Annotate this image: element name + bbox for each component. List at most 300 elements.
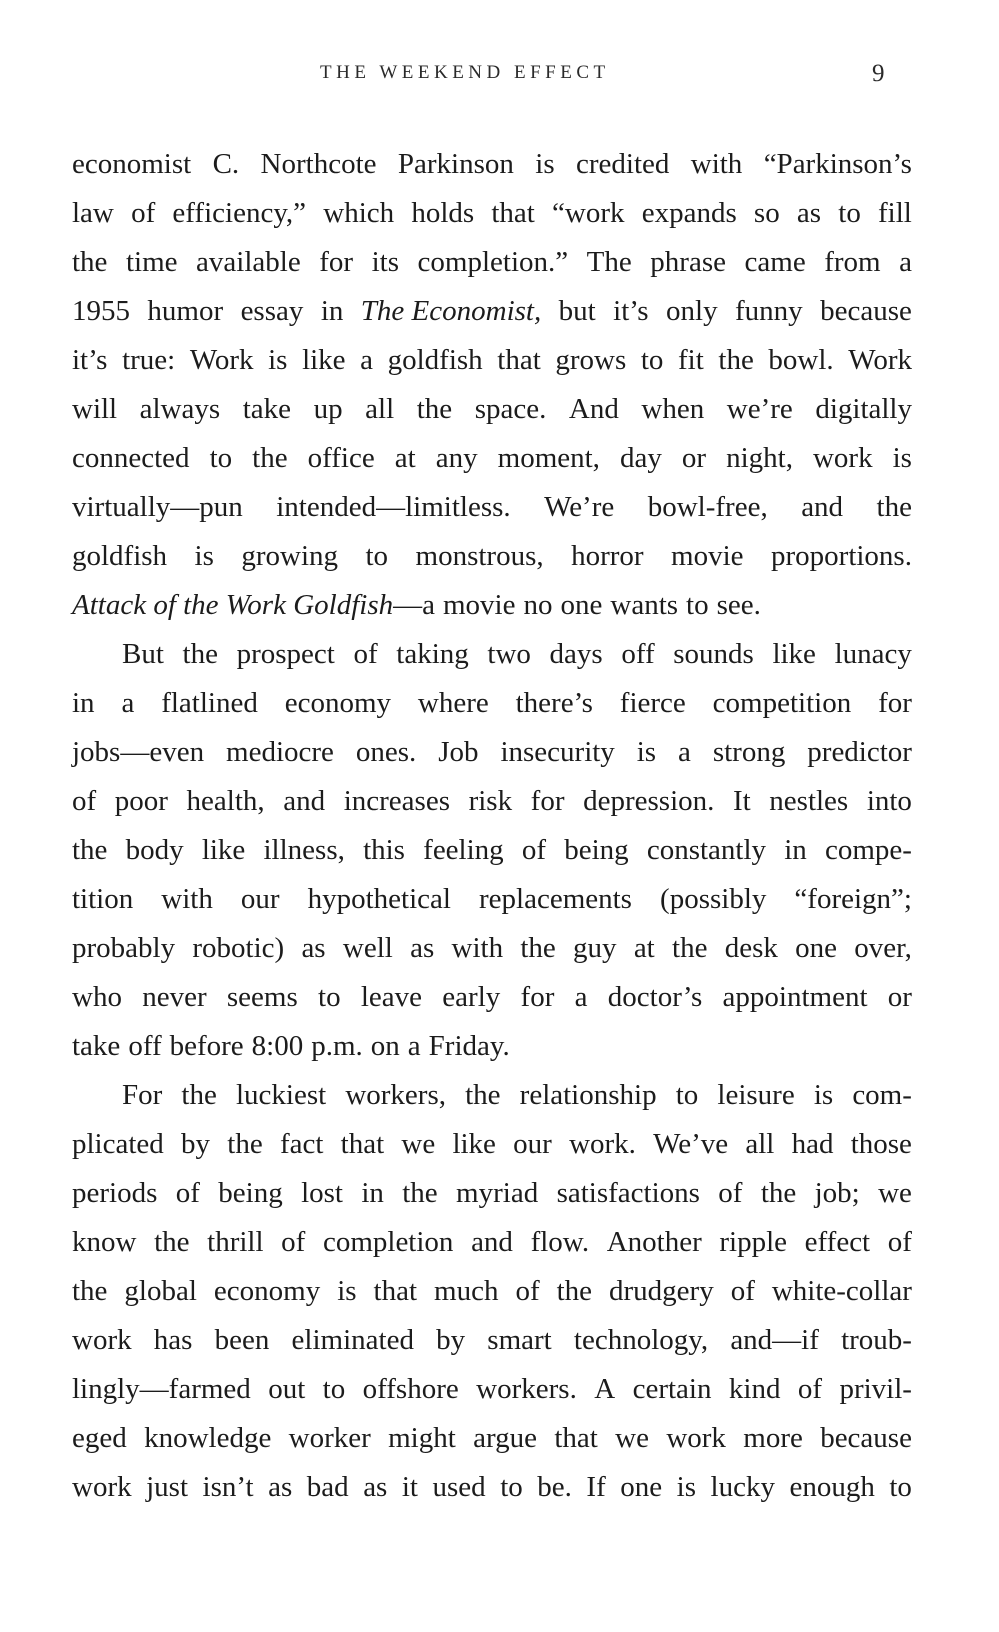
word: the <box>556 1275 593 1307</box>
word: of <box>887 1226 912 1258</box>
word: the <box>72 246 108 278</box>
word: jobs—even <box>72 736 205 768</box>
word: completion <box>322 1226 454 1258</box>
word: those <box>850 1128 912 1160</box>
word: as <box>301 932 326 964</box>
word: appointment <box>722 981 868 1013</box>
word: satisfactions <box>556 1177 700 1209</box>
word: the <box>718 344 754 376</box>
word: robotic) <box>192 932 285 964</box>
word: funny <box>735 295 803 327</box>
word: is <box>535 148 555 180</box>
word: work <box>666 1422 726 1454</box>
word: the <box>465 1079 501 1111</box>
text-line <box>72 1267 912 1316</box>
word: growing <box>241 540 339 572</box>
text-line <box>72 1022 912 1071</box>
word: for <box>520 981 555 1013</box>
word: prospect <box>236 638 335 670</box>
word: for <box>319 246 354 278</box>
word: with <box>451 932 504 964</box>
word: economist <box>72 148 192 180</box>
word: connected <box>72 442 190 474</box>
word: lucky <box>710 1471 775 1503</box>
word: job; <box>814 1177 860 1209</box>
word: seems <box>226 981 298 1013</box>
word: strong <box>712 736 786 768</box>
word: law <box>72 197 114 229</box>
word: to <box>209 442 233 474</box>
word: that <box>340 1128 385 1160</box>
word: its <box>371 246 400 278</box>
word: because <box>820 1422 912 1454</box>
word: the <box>760 1177 797 1209</box>
word: a <box>407 1030 421 1062</box>
word: one <box>560 589 603 621</box>
word: to <box>500 1471 523 1503</box>
word: up <box>313 393 343 425</box>
word: in <box>72 687 95 719</box>
text-line <box>72 336 912 385</box>
word: poor <box>114 785 168 817</box>
word: desk <box>724 932 778 964</box>
word: isn’t <box>202 1471 254 1503</box>
word: where <box>417 687 489 719</box>
text-line <box>72 238 912 287</box>
word: of <box>72 785 97 817</box>
word: one <box>795 932 838 964</box>
word: of <box>730 1275 755 1307</box>
word: thrill <box>207 1226 264 1258</box>
word: it’s <box>72 344 108 376</box>
word: early <box>442 981 501 1013</box>
word: insecurity <box>500 736 615 768</box>
word: which <box>323 197 395 229</box>
word: well <box>342 932 393 964</box>
word: worker <box>288 1422 371 1454</box>
word: is <box>636 736 657 768</box>
word: economy <box>284 687 392 719</box>
word: economy <box>213 1275 321 1307</box>
word: fill <box>878 197 912 229</box>
word: goldfish <box>72 540 168 572</box>
word: Another <box>606 1226 702 1258</box>
word: “foreign”; <box>794 883 912 915</box>
word: as <box>268 1471 293 1503</box>
word: office <box>307 442 375 474</box>
word: nestles <box>769 785 849 817</box>
word: eliminated <box>291 1324 414 1356</box>
word: as <box>796 197 822 229</box>
word: and <box>471 1226 513 1258</box>
word: of <box>718 1177 743 1209</box>
word: the <box>416 393 453 425</box>
word: essay <box>240 295 304 327</box>
word: (possibly <box>660 883 767 915</box>
word: doctor’s <box>607 981 703 1013</box>
word: competition <box>712 687 852 719</box>
word: troub- <box>841 1324 912 1356</box>
word: with <box>161 883 213 915</box>
word: p.m. <box>311 1030 363 1062</box>
word: sounds <box>673 638 754 670</box>
word: We’ve <box>653 1128 729 1160</box>
word: to <box>686 589 709 621</box>
word: proportions. <box>771 540 912 572</box>
word: A <box>594 1373 616 1405</box>
text-line <box>72 1120 912 1169</box>
word: the <box>520 932 556 964</box>
word: the <box>181 1079 217 1111</box>
word: offshore <box>362 1373 459 1405</box>
word: privil- <box>839 1373 912 1405</box>
word: a <box>899 246 912 278</box>
word: days <box>549 638 603 670</box>
word: expands <box>641 197 737 229</box>
word: Parkinson <box>397 148 514 180</box>
word: a <box>121 687 135 719</box>
word: But <box>122 638 164 670</box>
word: humor <box>147 295 224 327</box>
word: on <box>370 1030 400 1062</box>
word: space. <box>474 393 547 425</box>
text-line <box>72 728 912 777</box>
word: of <box>515 1275 540 1307</box>
word: phrase <box>650 246 726 278</box>
word: we’re <box>726 393 793 425</box>
word: or <box>887 981 912 1013</box>
running-title: THE WEEKEND EFFECT <box>320 62 610 83</box>
word: lunacy <box>834 638 912 670</box>
word: take <box>242 393 292 425</box>
word: knowledge <box>144 1422 272 1454</box>
word: work <box>812 442 873 474</box>
text-line <box>72 140 912 189</box>
word: is <box>337 1275 357 1307</box>
word: and <box>801 491 844 523</box>
word: came <box>744 246 806 278</box>
word: “work <box>552 197 625 229</box>
word: bad <box>306 1471 349 1503</box>
word: risk <box>468 785 513 817</box>
word: periods <box>72 1177 158 1209</box>
word: global <box>124 1275 197 1307</box>
word: probably <box>72 932 176 964</box>
word: it <box>401 1471 418 1503</box>
word: digitally <box>815 393 912 425</box>
word: has <box>153 1324 193 1356</box>
word: more <box>743 1422 803 1454</box>
word: certain <box>632 1373 712 1405</box>
word: movie <box>671 540 744 572</box>
text-line <box>72 875 912 924</box>
word: leave <box>360 981 423 1013</box>
text-line <box>72 189 912 238</box>
word: workers, <box>345 1079 446 1111</box>
word: completion.” <box>417 246 569 278</box>
word: The <box>586 246 632 278</box>
word: goldfish <box>387 344 483 376</box>
word: flatlined <box>161 687 258 719</box>
word: and—if <box>730 1324 819 1356</box>
word: like <box>452 1128 496 1160</box>
text-line <box>72 1316 912 1365</box>
word: the <box>252 442 288 474</box>
word: plicated <box>72 1128 164 1160</box>
word: know <box>72 1226 137 1258</box>
word: virtually—pun <box>72 491 243 523</box>
word: be. <box>537 1471 572 1503</box>
word: of <box>281 1226 306 1258</box>
word: It <box>732 785 751 817</box>
text-line <box>72 924 912 973</box>
word: We’re <box>544 491 615 523</box>
word: Job <box>438 736 479 768</box>
word: by <box>181 1128 211 1160</box>
paragraph <box>72 140 912 630</box>
word: take <box>72 1030 121 1062</box>
word: from <box>824 246 881 278</box>
word: of <box>131 197 156 229</box>
word: health, <box>186 785 265 817</box>
word: with <box>690 148 743 180</box>
word: always <box>139 393 221 425</box>
body-text <box>72 140 912 1512</box>
text-line <box>72 1365 912 1414</box>
word: ones. <box>355 736 417 768</box>
text-line <box>72 1169 912 1218</box>
word: moment, <box>497 442 600 474</box>
italic-phrase: The Economist, <box>360 295 542 327</box>
word: and <box>283 785 326 817</box>
word: night, <box>726 442 793 474</box>
word: it’s <box>613 295 649 327</box>
word: relationship <box>519 1079 657 1111</box>
text-line <box>72 385 912 434</box>
word: only <box>666 295 718 327</box>
word: being <box>564 834 629 866</box>
word: feeling <box>423 834 504 866</box>
word: at <box>633 932 655 964</box>
word: two <box>487 638 531 670</box>
word <box>361 287 541 336</box>
word: If <box>586 1471 606 1503</box>
word: one <box>620 1471 663 1503</box>
word: might <box>388 1422 456 1454</box>
word: to <box>889 1471 912 1503</box>
word: used <box>432 1471 486 1503</box>
text-line <box>72 434 912 483</box>
word: the <box>876 491 912 523</box>
word: lingly—farmed <box>72 1373 251 1405</box>
word: is <box>194 540 214 572</box>
word: that <box>491 197 535 229</box>
word: much <box>434 1275 499 1307</box>
word: is <box>892 442 912 474</box>
word: when <box>641 393 705 425</box>
word: hypothetical <box>307 883 451 915</box>
word: true: <box>122 344 176 376</box>
text-line <box>72 1463 912 1512</box>
word: no <box>523 589 553 621</box>
word: of <box>353 638 378 670</box>
word: horror <box>571 540 644 572</box>
word: all <box>745 1128 775 1160</box>
word: work. <box>569 1128 636 1160</box>
word: And <box>568 393 619 425</box>
word: like <box>201 834 246 866</box>
word: we <box>878 1177 912 1209</box>
word: movie <box>443 589 516 621</box>
word: at <box>394 442 416 474</box>
text-line <box>72 826 912 875</box>
word: the <box>672 932 708 964</box>
word: Work <box>189 344 254 376</box>
word: but <box>558 295 596 327</box>
word: this <box>363 834 405 866</box>
word: never <box>142 981 207 1013</box>
word: white-collar <box>771 1275 912 1307</box>
word: predictor <box>807 736 912 768</box>
word: been <box>214 1324 270 1356</box>
text-line <box>72 287 912 336</box>
text-line <box>72 1218 912 1267</box>
word: holds <box>411 197 475 229</box>
word: fit <box>678 344 704 376</box>
word: as <box>363 1471 388 1503</box>
word: replacements <box>479 883 632 915</box>
text-line <box>72 483 912 532</box>
text-line <box>72 1071 912 1120</box>
word: the <box>182 638 218 670</box>
word: see. <box>716 589 761 621</box>
word: grows <box>555 344 627 376</box>
word: leisure <box>717 1079 795 1111</box>
word: in <box>361 1177 384 1209</box>
word: for <box>530 785 565 817</box>
word: fierce <box>619 687 686 719</box>
word: kind <box>728 1373 781 1405</box>
word: “Parkinson’s <box>763 148 912 180</box>
running-head <box>0 58 999 88</box>
word: a <box>574 981 588 1013</box>
word: is <box>268 344 288 376</box>
word: lost <box>301 1177 343 1209</box>
word: C. <box>212 148 240 180</box>
text-line <box>72 532 912 581</box>
word: that <box>373 1275 418 1307</box>
word: work <box>72 1324 132 1356</box>
word: to <box>318 981 341 1013</box>
word: Friday. <box>428 1030 510 1062</box>
word: into <box>866 785 912 817</box>
word: wants <box>610 589 679 621</box>
text-line <box>72 973 912 1022</box>
text-line <box>72 679 912 728</box>
word: monstrous, <box>415 540 544 572</box>
word: is <box>813 1079 834 1111</box>
word: bowl. <box>768 344 834 376</box>
text-line <box>72 777 912 826</box>
word: off <box>621 638 655 670</box>
text-line <box>72 630 912 679</box>
word: com- <box>852 1079 912 1111</box>
text-line <box>72 1414 912 1463</box>
word: time <box>125 246 178 278</box>
word: will <box>72 393 118 425</box>
word: to <box>838 197 861 229</box>
word: over, <box>854 932 912 964</box>
word: to <box>640 344 664 376</box>
word: day <box>619 442 662 474</box>
word: who <box>72 981 122 1013</box>
word: for <box>878 687 912 719</box>
italic-phrase: Attack of the Work Goldfish <box>72 589 394 621</box>
word: compe- <box>824 834 912 866</box>
word: illness, <box>263 834 345 866</box>
word: myriad <box>456 1177 539 1209</box>
word: like <box>302 344 346 376</box>
word: because <box>820 295 912 327</box>
page-number: 9 <box>872 60 885 87</box>
word: body <box>125 834 184 866</box>
word: 8:00 <box>251 1030 304 1062</box>
word: a <box>678 736 691 768</box>
word: eged <box>72 1422 127 1454</box>
word: or <box>681 442 707 474</box>
word: depression. <box>583 785 715 817</box>
word: like <box>772 638 816 670</box>
word: our <box>513 1128 552 1160</box>
word: Northcote <box>260 148 377 180</box>
word: technology, <box>573 1324 709 1356</box>
word: 1955 <box>72 295 130 327</box>
word: as <box>410 932 435 964</box>
word: the <box>154 1226 190 1258</box>
word: the <box>72 834 108 866</box>
word: flow. <box>530 1226 590 1258</box>
word: our <box>240 883 280 915</box>
word: that <box>497 344 541 376</box>
word: of <box>521 834 547 866</box>
word: of <box>175 1177 200 1209</box>
word: so <box>753 197 780 229</box>
word: bowl-free, <box>647 491 768 523</box>
word: taking <box>396 638 469 670</box>
word: is <box>676 1471 696 1503</box>
word: in <box>320 295 344 327</box>
word: mediocre <box>226 736 334 768</box>
word: available <box>196 246 301 278</box>
word: being <box>218 1177 283 1209</box>
word: drudgery <box>609 1275 714 1307</box>
word: before <box>169 1030 244 1062</box>
word: workers. <box>476 1373 577 1405</box>
paragraph <box>72 630 912 1071</box>
word: tition <box>72 883 134 915</box>
word: increases <box>343 785 450 817</box>
word: ripple <box>719 1226 788 1258</box>
word: efficiency,” <box>172 197 307 229</box>
word: enough <box>789 1471 875 1503</box>
word: off <box>128 1030 162 1062</box>
word: just <box>146 1471 189 1503</box>
word: work <box>72 1471 132 1503</box>
word: the <box>402 1177 438 1209</box>
word: fact <box>279 1128 324 1160</box>
word: there’s <box>515 687 593 719</box>
word: all <box>365 393 395 425</box>
